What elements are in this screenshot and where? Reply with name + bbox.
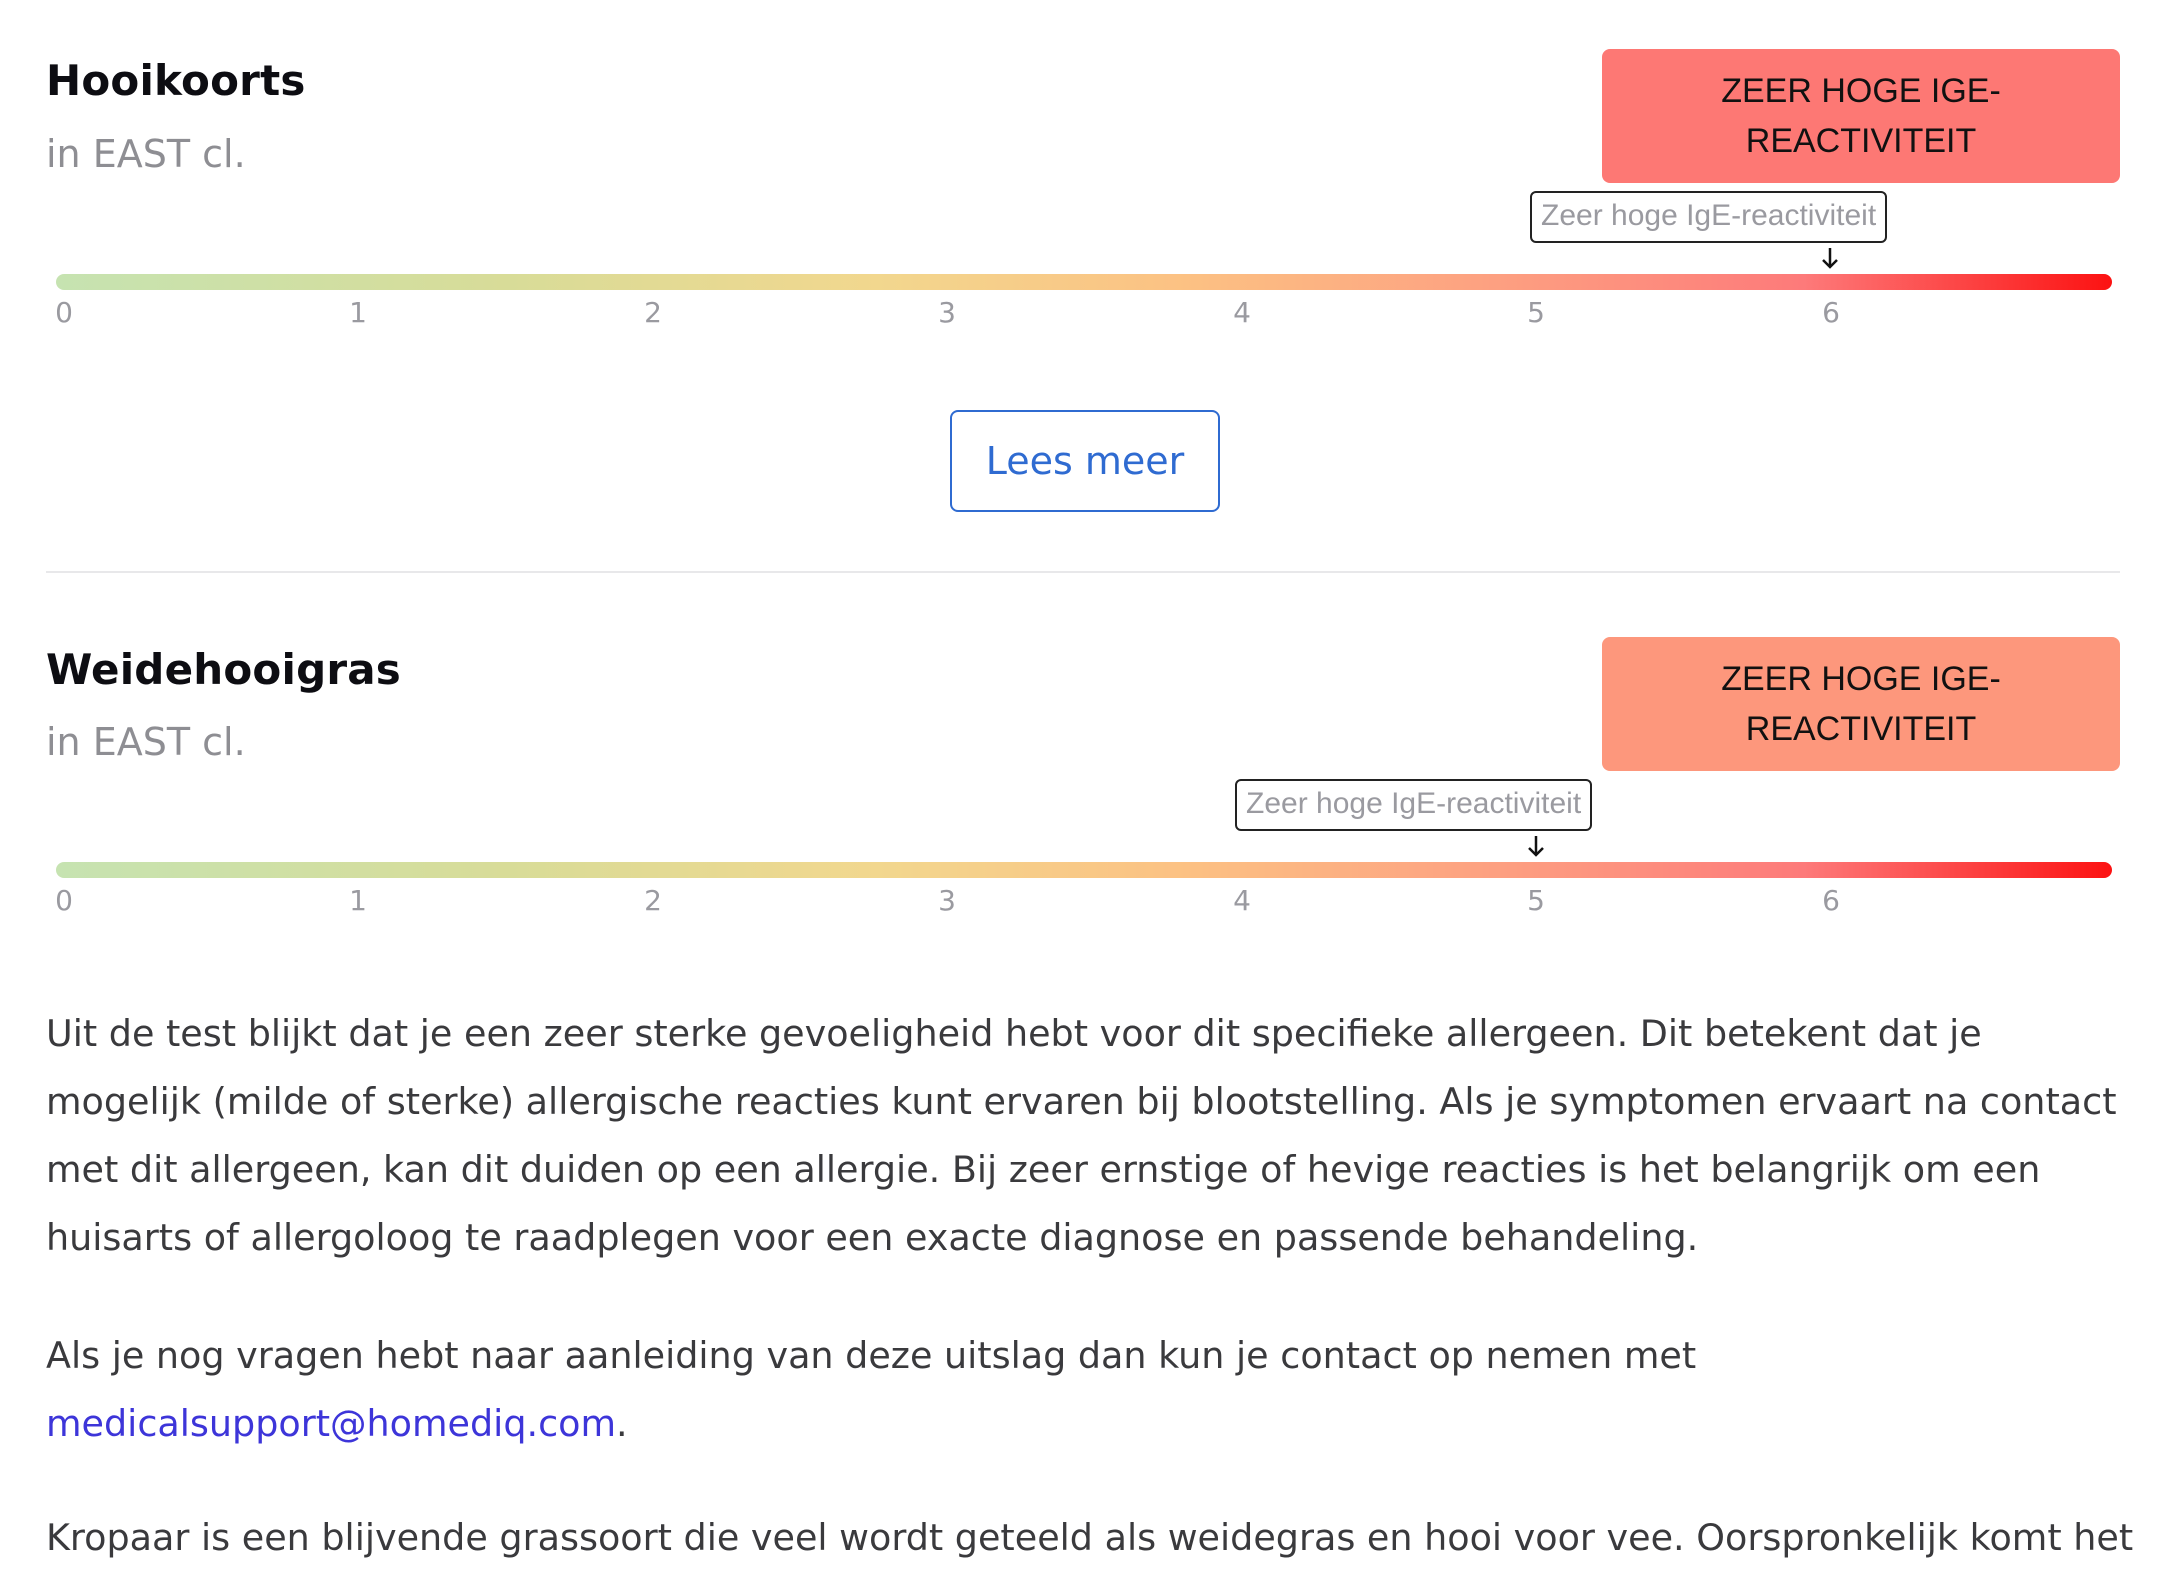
contact-paragraph: [46, 1322, 2136, 1458]
scale-tick: 1: [349, 884, 367, 917]
scale-tick: 2: [644, 296, 662, 329]
allergen-title: Weidehooigras: [46, 645, 401, 694]
scale-tick: 6: [1822, 884, 1840, 917]
medical-support-email-link[interactable]: medicalsupport@homediq.com: [46, 1402, 617, 1445]
scale-tick: 0: [55, 884, 73, 917]
read-more-button[interactable]: Lees meer: [950, 410, 1220, 512]
reactivity-marker-label: Zeer hoge IgE-reactiviteit: [1235, 779, 1592, 831]
scale-tick: 4: [1233, 296, 1251, 329]
scale-tick: 3: [938, 884, 956, 917]
reactivity-marker-label: Zeer hoge IgE-reactiviteit: [1530, 191, 1887, 243]
allergen-subtitle: in EAST cl.: [46, 132, 246, 176]
scale-tick: 6: [1822, 296, 1840, 329]
contact-period: .: [616, 1402, 628, 1445]
section-divider: [46, 571, 2120, 573]
arrow-down-icon: [1815, 245, 1845, 271]
reactivity-badge: ZEER HOGE IGE-REACTIVITEIT: [1602, 49, 2120, 183]
allergen-card-hooikoorts: [46, 0, 2120, 560]
scale-tick: 4: [1233, 884, 1251, 917]
scale-tick: 3: [938, 296, 956, 329]
reactivity-badge: ZEER HOGE IGE-REACTIVITEIT: [1602, 637, 2120, 771]
scale-tick: 5: [1527, 884, 1545, 917]
scale-tick: 1: [349, 296, 367, 329]
reactivity-scale-bar: [56, 862, 2112, 878]
allergen-card-weidehooigras: [46, 589, 2120, 929]
result-explanation-paragraph: Uit de test blijkt dat je een zeer sterke gevoeligheid hebt voor dit specifieke allergeen. Dit betekent dat je mogelijk (milde of sterke) allergische reacties kunt ervaren bij blootstelling. Als je symptomen ervaart na contact met dit allergeen, kan dit duiden op een allergie. Bij zeer ernstige of hevige reacties is het belangrijk om een huisarts of allergoloog te raadplegen voor een exacte diagnose en passende behandeling.: [46, 1012, 2117, 1259]
arrow-down-icon: [1521, 833, 1551, 859]
reactivity-scale-bar: [56, 274, 2112, 290]
allergen-description-paragraph: Kropaar is een blijvende grassoort die veel wordt geteeld als weidegras en hooi voor vee. Oorspronkelijk komt het: [46, 1516, 2134, 1559]
scale-tick: 0: [55, 296, 73, 329]
allergen-title: Hooikoorts: [46, 56, 306, 105]
scale-tick: 5: [1527, 296, 1545, 329]
scale-tick: 2: [644, 884, 662, 917]
allergen-subtitle: in EAST cl.: [46, 720, 246, 764]
contact-text: Als je nog vragen hebt naar aanleiding van deze uitslag dan kun je contact op nemen met: [46, 1334, 1697, 1377]
